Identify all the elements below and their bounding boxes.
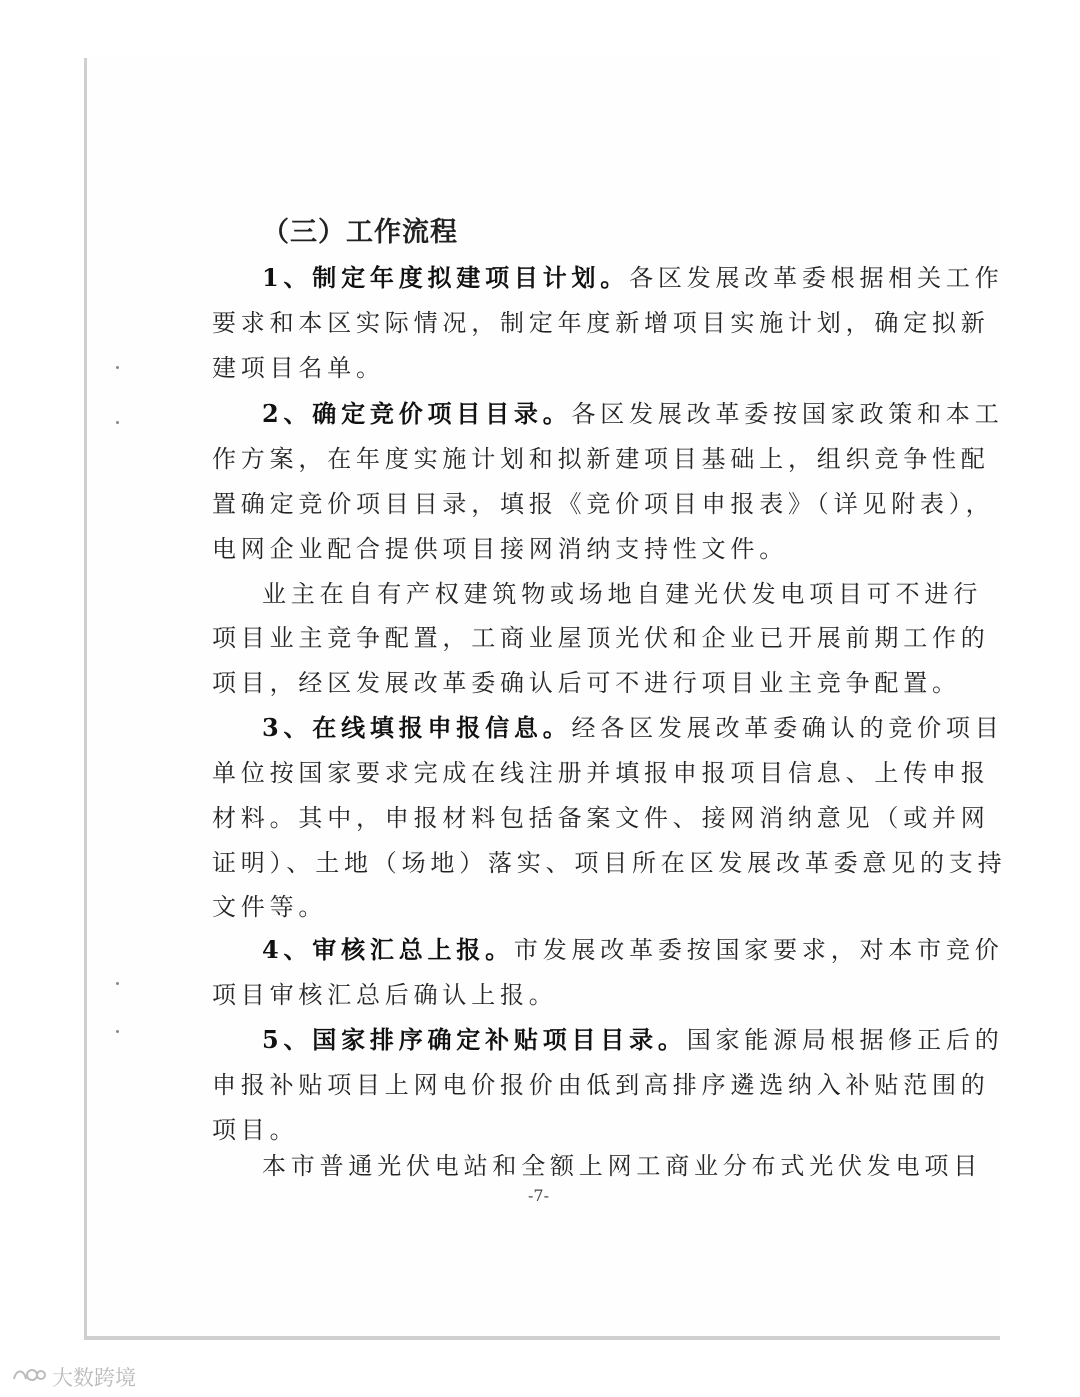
body-line	[212, 348, 385, 383]
item-heading: 1、制定年度拟建项目计划。	[262, 263, 630, 292]
line-text: 本市普通光伏电站和全额上网工商业分布式光伏发电项目	[262, 1152, 982, 1180]
line-text: 材料。其中，申报材料包括备案文件、接网消纳意见（或并网	[212, 804, 990, 832]
body-line	[212, 439, 990, 474]
line-text: 市发展改革委按国家要求，对本市竞价	[513, 936, 1004, 964]
watermark-text: 大数跨境	[52, 1366, 136, 1390]
scan-speck	[116, 366, 119, 369]
line-text: 电网企业配合提供项目接网消纳支持性文件。	[212, 535, 788, 563]
body-line	[212, 484, 994, 519]
line-text: 项目，经区发展改革委确认后可不进行项目业主竞争配置。	[212, 669, 961, 697]
body-line	[212, 843, 1006, 878]
watermark	[12, 1362, 136, 1392]
line-text: 项目。	[212, 1116, 299, 1144]
body-line	[212, 753, 990, 788]
logo-icon	[12, 1365, 46, 1390]
line-text: 作方案，在年度实施计划和拟新建项目基础上，组织竞争性配	[212, 445, 990, 473]
item-heading: 2、确定竞价项目目录。	[262, 399, 572, 428]
scan-speck	[116, 982, 119, 985]
body-line	[212, 303, 990, 338]
line-text: 申报补贴项目上网电价报价由低到高排序遴选纳入补贴范围的	[212, 1071, 990, 1099]
body-line	[262, 574, 982, 609]
body-line	[262, 1146, 982, 1181]
scan-speck	[116, 1030, 119, 1033]
body-line	[212, 1065, 990, 1100]
line-text: 项目审核汇总后确认上报。	[212, 981, 558, 1009]
line-text: 证明）、土地（场地）落实、项目所在区发展改革委意见的支持	[212, 849, 1007, 877]
line-text: 项目业主竞争配置，工商业屋顶光伏和企业已开展前期工作的	[212, 624, 990, 652]
line-text: 各区发展改革委根据相关工作	[629, 264, 1004, 292]
body-line	[212, 618, 990, 653]
body-line	[212, 1110, 298, 1145]
section-heading: （三）工作流程	[262, 217, 458, 248]
item-heading: 4、审核汇总上报。	[262, 935, 514, 964]
body-line	[212, 887, 327, 922]
line-text: 经各区发展改革委确认的竞价项目	[571, 714, 1004, 742]
body-line	[212, 798, 990, 833]
line-text: 单位按国家要求完成在线注册并填报申报项目信息、上传申报	[212, 759, 990, 787]
line-text: 业主在自有产权建筑物或场地自建光伏发电项目可不进行	[262, 580, 982, 608]
line-text: 文件等。	[212, 893, 328, 921]
line-text: 置确定竞价项目目录，填报《竞价项目申报表》（详见附表），	[212, 490, 995, 518]
item-heading: 5、国家排序确定补贴项目目录。	[262, 1025, 687, 1054]
body-line	[262, 1020, 1004, 1055]
body-line	[262, 708, 1004, 743]
scan-speck	[116, 421, 119, 424]
item-heading: 3、在线填报申报信息。	[262, 713, 572, 742]
body-line	[262, 258, 1004, 293]
line-text: 国家能源局根据修正后的	[686, 1026, 1004, 1054]
body-line	[212, 975, 558, 1010]
page-number: -7-	[528, 1186, 549, 1205]
line-text: 各区发展改革委按国家政策和本工	[571, 400, 1004, 428]
body-line	[262, 394, 1004, 429]
line-text: 建项目名单。	[212, 354, 385, 382]
line-text: 要求和本区实际情况，制定年度新增项目实施计划，确定拟新	[212, 309, 990, 337]
body-line	[212, 663, 961, 698]
body-line	[212, 529, 788, 564]
body-line	[262, 930, 1004, 965]
